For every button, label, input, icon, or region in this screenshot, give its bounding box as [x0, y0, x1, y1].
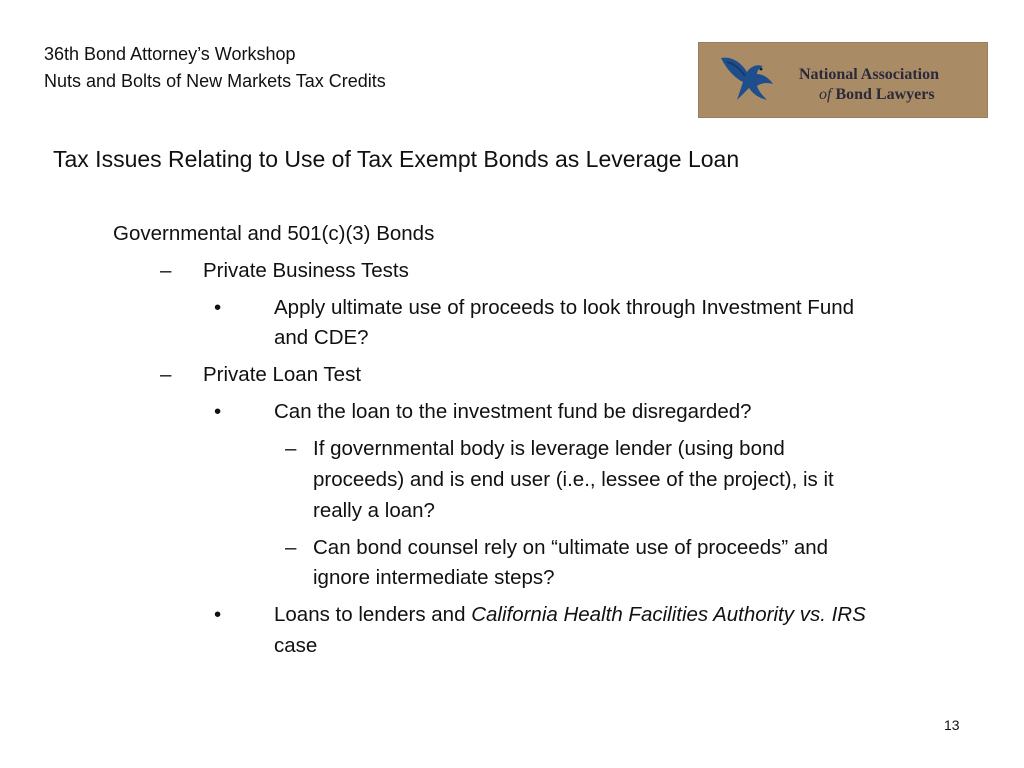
logo-line2-prefix: of: [819, 86, 832, 103]
page-number: 13: [944, 717, 960, 733]
sub-bullet-text-continued: ignore intermediate steps?: [313, 566, 555, 589]
logo-line2-rest: Bond Lawyers: [831, 86, 935, 103]
logo-text: [799, 65, 939, 105]
section-heading: Governmental and 501(c)(3) Bonds: [113, 222, 435, 245]
dash-marker: –: [285, 437, 297, 460]
slide-title: Tax Issues Relating to Use of Tax Exempt Bonds as Leverage Loan: [53, 146, 740, 172]
private-business-tests-label: Private Business Tests: [203, 259, 409, 282]
bullet-marker: •: [214, 296, 222, 319]
bullet-text-continued: and CDE?: [274, 326, 369, 349]
sub-bullet-text-continued: proceeds) and is end user (i.e., lessee of the project), is it: [313, 468, 834, 491]
logo-line1: National Association: [799, 66, 940, 83]
nabl-logo: [698, 42, 988, 118]
bullet-text-prefix: Loans to lenders and: [274, 603, 472, 626]
dash-marker: –: [160, 363, 172, 386]
dash-marker: –: [160, 259, 172, 282]
bullet-text: Can the loan to the investment fund be disregarded?: [274, 400, 752, 423]
workshop-title: 36th Bond Attorney’s Workshop: [44, 44, 296, 64]
eagle-icon: [717, 52, 781, 104]
bullet-marker: •: [214, 603, 222, 626]
sub-bullet-text: Can bond counsel rely on “ultimate use of proceeds” and: [313, 536, 829, 559]
sub-bullet-text-continued: really a loan?: [313, 499, 435, 522]
case-name: California Health Facilities Authority vs. IRS: [471, 603, 866, 626]
slide-header: [44, 41, 386, 95]
bullet-text-continued: case: [274, 634, 318, 657]
private-loan-test-label: Private Loan Test: [203, 363, 362, 386]
logo-line2: [799, 85, 939, 105]
bullet-text: Apply ultimate use of proceeds to look through Investment Fund: [274, 296, 855, 319]
workshop-subtitle: Nuts and Bolts of New Markets Tax Credits: [44, 71, 386, 91]
sub-bullet-text: If governmental body is leverage lender (using bond: [313, 437, 785, 460]
bullet-marker: •: [214, 400, 222, 423]
dash-marker: –: [285, 536, 297, 559]
bullet-text: [274, 600, 866, 631]
